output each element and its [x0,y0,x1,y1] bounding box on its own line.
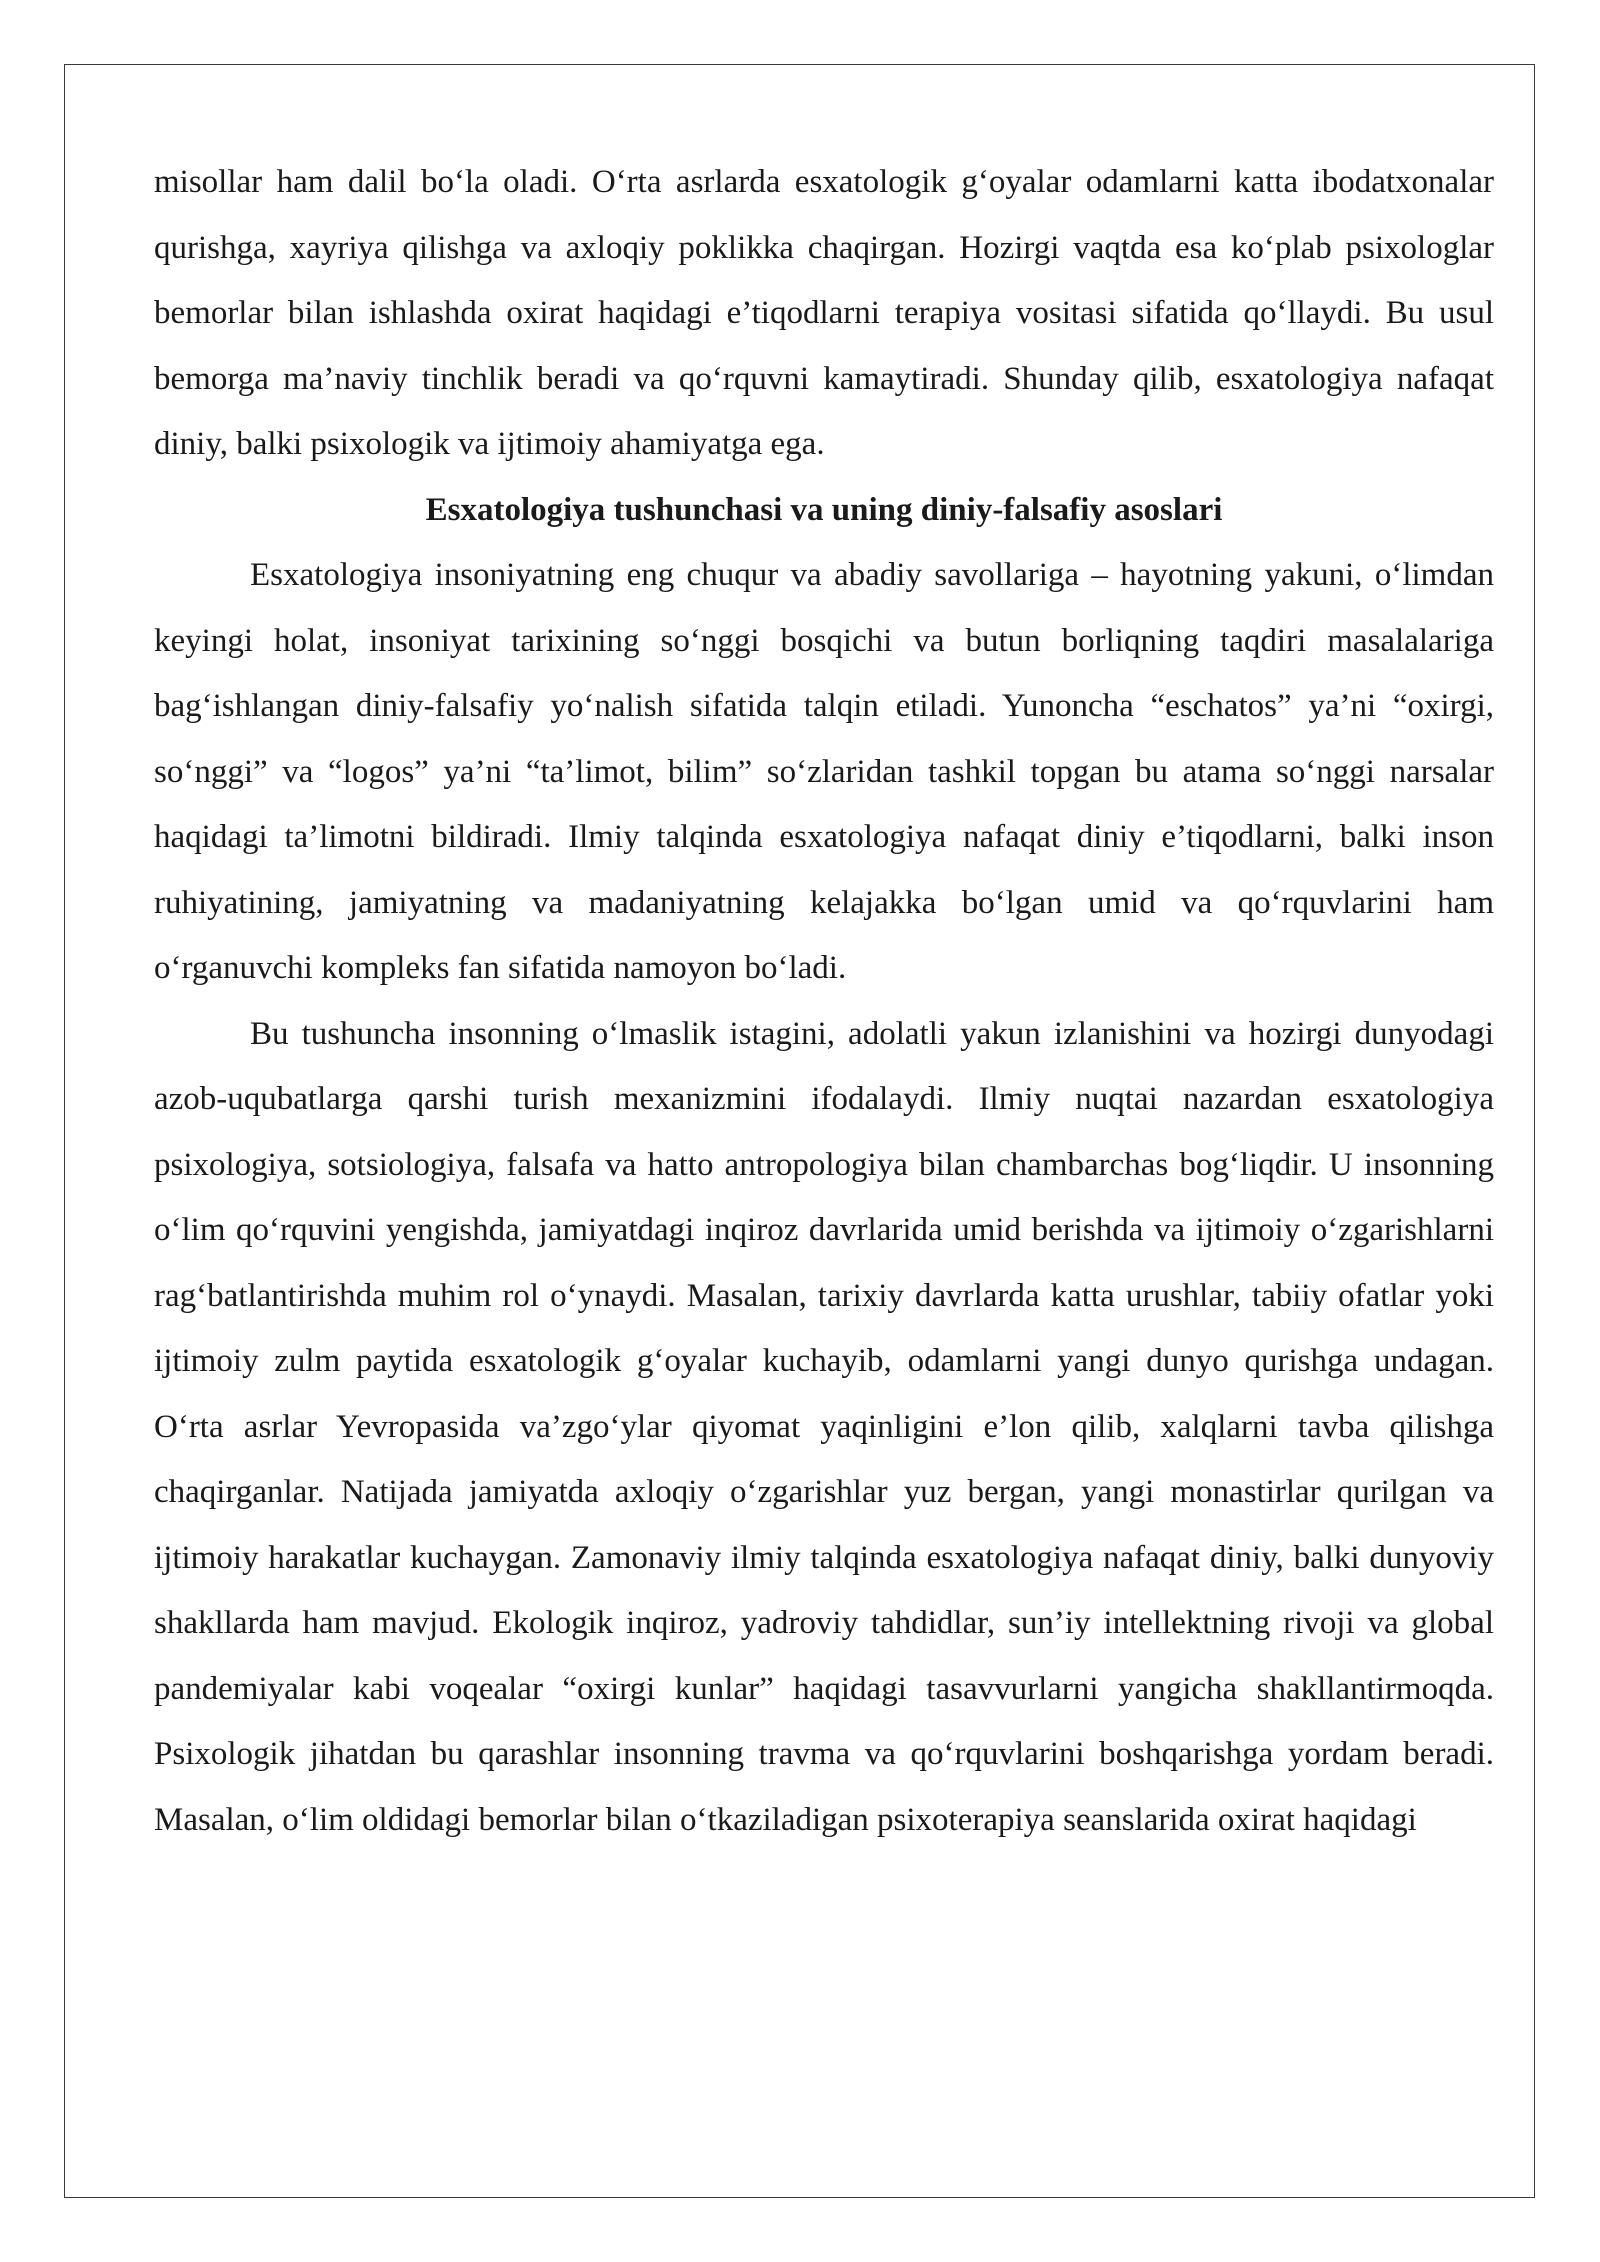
document-body [154,150,1494,1853]
section-heading: Esxatologiya tushunchasi va uning diniy-falsafiy asoslari [425,491,1223,528]
paragraph-definition: Esxatologiya insoniyatning eng chuqur va abadiy savollariga – hayotning yakuni, o‘limdan keyingi holat, insoniyat tarixining so‘nggi bosqichi va butun borliqning taqdiri masalalariga bag‘ishlangan diniy-falsafiy yo‘nalish sifatida talqin etiladi. Yunoncha “eschatos” ya’ni “oxirgi, so‘nggi” va “logos” ya’ni “ta’limot, bilim” so‘zlaridan tashkil topgan bu atama so‘nggi narsalar haqidagi ta’limotni bildiradi. Ilmiy talqinda esxatologiya nafaqat diniy e’tiqodlarni, balki inson ruhiyatining, jamiyatning va madaniyatning kelajakka bo‘lgan umid va qo‘rquvlarini ham o‘rganuvchi kompleks fan sifatida namoyon bo‘ladi. [154,557,1494,986]
paragraph-concept: Bu tushuncha insonning o‘lmaslik istagini, adolatli yakun izlanishini va hozirgi dunyodagi azob-uqubatlarga qarshi turish mexanizmini ifodalaydi. Ilmiy nuqtai nazardan esxatologiya psixologiya, sotsiologiya, falsafa va hatto antropologiya bilan chambarchas bog‘liqdir. U insonning o‘lim qo‘rquvini yengishda, jamiyatdagi inqiroz davrlarida umid berishda va ijtimoiy o‘zgarishlarni rag‘batlantirishda muhim rol o‘ynaydi. Masalan, tarixiy davrlarda katta urushlar, tabiiy ofatlar yoki ijtimoiy zulm paytida esxatologik g‘oyalar kuchayib, odamlarni yangi dunyo qurishga undagan. O‘rta asrlar Yevropasida va’zgo‘ylar qiyomat yaqinligini e’lon qilib, xalqlarni tavba qilishga chaqirganlar. Natijada jamiyatda axloqiy o‘zgarishlar yuz bergan, yangi monastirlar qurilgan va ijtimoiy harakatlar kuchaygan. Zamonaviy ilmiy talqinda esxatologiya nafaqat diniy, balki dunyoviy shakllarda ham mavjud. Ekologik inqiroz, yadroviy tahdidlar, sun’iy intellektning rivoji va global pandemiyalar kabi voqealar “oxirgi kunlar” haqidagi tasavvurlarni yangicha shakllantirmoqda. Psixologik jihatdan bu qarashlar insonning travma va qo‘rquvlarini boshqarishga yordam beradi. Masalan, o‘lim oldidagi bemorlar bilan o‘tkaziladigan psixoterapiya seanslarida oxirat haqidagi [154,1015,1494,1838]
paragraph-continuation: misollar ham dalil bo‘la oladi. O‘rta asrlarda esxatologik g‘oyalar odamlarni katta ibodatxonalar qurishga, xayriya qilishga va axloqiy poklikka chaqirgan. Hozirgi vaqtda esa ko‘plab psixologlar bemorlar bilan ishlashda oxirat haqidagi e’tiqodlarni terapiya vositasi sifatida qo‘llaydi. Bu usul bemorga ma’naviy tinchlik beradi va qo‘rquvni kamaytiradi. Shunday qilib, esxatologiya nafaqat diniy, balki psixologik va ijtimoiy ahamiyatga ega. [154,164,1494,462]
